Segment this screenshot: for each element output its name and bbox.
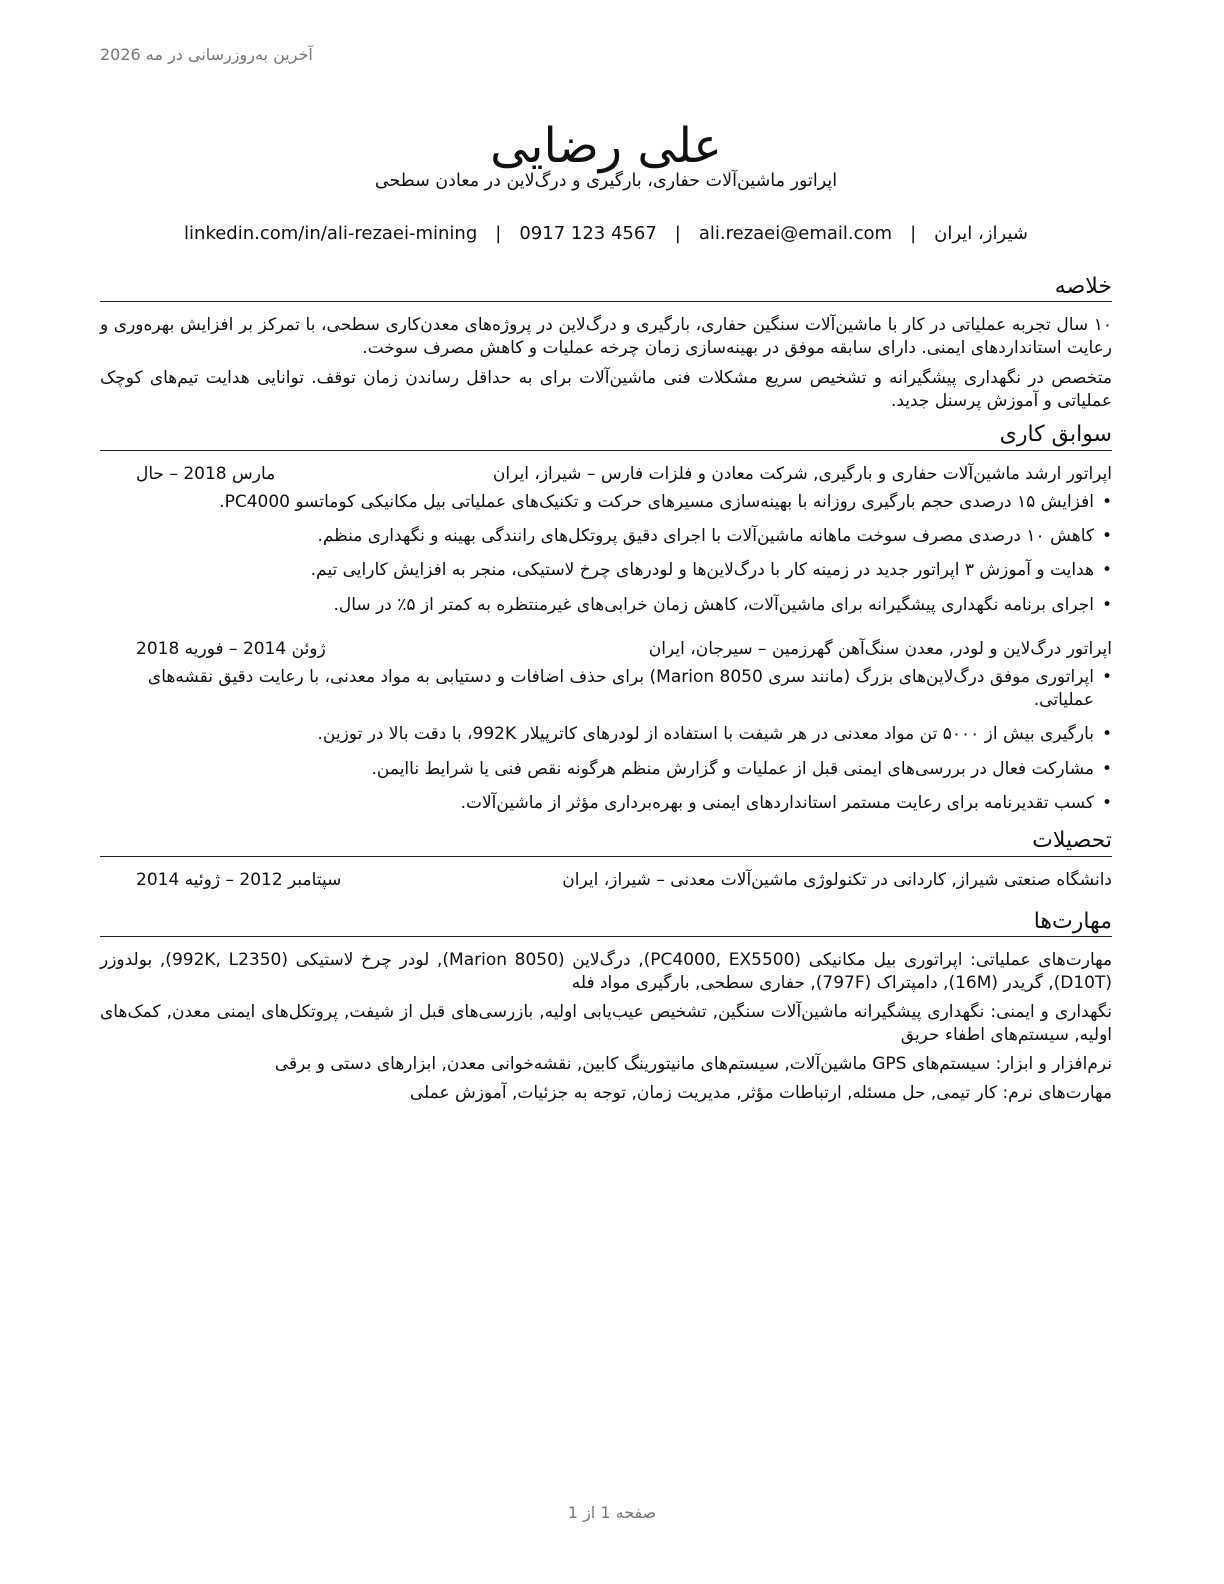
job-achievements xyxy=(100,666,1112,814)
job-role: اپراتور ارشد ماشین‌آلات حفاری و بارگیری, شرکت معادن و فلزات فارس – شیراز، ایران xyxy=(492,463,1112,484)
achievement-item: • مشارکت فعال در بررسی‌های ایمنی قبل از عملیات و گزارش منظم هرگونه نقص فنی یا شرایط ناایمن. xyxy=(100,758,1112,780)
skill-group: نرم‌افزار و ابزار: سیستم‌های GPS ماشین‌آلات, سیستم‌های مانیتورینگ کابین, نقشه‌خوانی معدن, ابزارهای دستی و برقی xyxy=(274,1054,1112,1074)
contact-linkedin[interactable]: linkedin.com/in/ali-rezaei-mining xyxy=(184,223,478,244)
summary-section xyxy=(100,274,1112,412)
resume-body xyxy=(100,274,1112,1112)
section-title-summary: خلاصه xyxy=(100,274,1112,302)
candidate-name: علی رضایی xyxy=(490,118,722,175)
job-entry xyxy=(100,638,1112,814)
skill-group: مهارت‌های عملیاتی: اپراتوری بیل مکانیکی (PC4000, EX5500), درگ‌لاین (Marion 8050), لودر چرخ لاستیکی (992K, L2350), بولدوزر (D10T), گریدر (16M), دامپتراک (797F), حفاری سطحی, بارگیری مواد فله xyxy=(100,950,1113,993)
section-title-experience: سوابق کاری xyxy=(100,422,1112,450)
resume-page xyxy=(100,0,1112,1584)
contact-phone[interactable]: 0917 123 4567 xyxy=(519,223,657,244)
achievement-item: • هدایت و آموزش ۳ اپراتور جدید در زمینه کار با درگ‌لاین‌ها و لودرهای چرخ لاستیکی، منجر به افزایش کارایی تیم. xyxy=(100,559,1112,581)
job-entry xyxy=(100,463,1112,617)
experience-section xyxy=(100,422,1112,814)
summary-paragraph: ۱۰ سال تجربه عملیاتی در کار با ماشین‌آلات سنگین حفاری، بارگیری و درگ‌لاین در پروژه‌های معدن‌کاری سطحی، با تمرکز بر افزایش بهره‌وری و رعایت استانداردهای ایمنی. دارای سابقه موفق در بهینه‌سازی زمان چرخه عملیات و کاهش مصرف سوخت. xyxy=(100,315,1112,358)
last-updated-note: آخرین به‌روزرسانی در مه 2026 xyxy=(100,45,313,64)
section-title-education: تحصیلات xyxy=(100,828,1112,856)
achievement-item: • اپراتوری موفق درگ‌لاین‌های بزرگ (مانند سری Marion 8050) برای حذف اضافات و دستیابی به مواد معدنی، با رعایت دقیق نقشه‌های عملیاتی. xyxy=(100,666,1112,711)
page-number: صفحه 1 از 1 xyxy=(567,1503,657,1522)
summary-paragraph: متخصص در نگهداری پیشگیرانه و تشخیص سریع مشکلات فنی ماشین‌آلات برای به حداقل رساندن زمان توقف. توانایی هدایت تیم‌های کوچک عملیاتی و آموزش پرسنل جدید. xyxy=(100,368,1112,411)
achievement-item: • کاهش ۱۰ درصدی مصرف سوخت ماهانه ماشین‌آلات با اجرای دقیق پروتکل‌های رانندگی بهینه و نگهداری منظم. xyxy=(100,525,1112,547)
contact-separator: | xyxy=(910,223,917,244)
job-role: اپراتور درگ‌لاین و لودر, معدن سنگ‌آهن گهرزمین – سیرجان، ایران xyxy=(648,639,1112,660)
achievement-item: • افزایش ۱۵ درصدی حجم بارگیری روزانه با بهینه‌سازی مسیرهای حرکت و تکنیک‌های عملیاتی بیل مکانیکی کوماتسو PC4000. xyxy=(100,491,1112,513)
contact-separator: | xyxy=(495,223,502,244)
skill-group: مهارت‌های نرم: کار تیمی, حل مسئله, ارتباطات مؤثر, مدیریت زمان, توجه به جزئیات, آموزش عملی xyxy=(409,1083,1112,1104)
job-header xyxy=(100,463,1112,487)
achievement-item: • اجرای برنامه نگهداری پیشگیرانه برای ماشین‌آلات، کاهش زمان خرابی‌های غیرمنتظره به کمتر از ۵٪ در سال. xyxy=(100,594,1112,616)
skill-group: نگهداری و ایمنی: نگهداری پیشگیرانه ماشین‌آلات سنگین, تشخیص عیب‌یابی اولیه, بازرسی‌های قبل از شیفت, پروتکل‌های ایمنی معدن, کمک‌های اولیه, سیستم‌های اطفاء حریق xyxy=(100,1002,1112,1045)
education-section xyxy=(100,828,1112,892)
skills-section xyxy=(100,909,1112,1105)
job-achievements xyxy=(100,491,1112,617)
job-dates: ژوئن 2014 – فوریه 2018 xyxy=(136,639,326,660)
contact-separator: | xyxy=(674,223,681,244)
education-entry xyxy=(100,869,1112,893)
achievement-item: • بارگیری بیش از ۵۰۰۰ تن مواد معدنی در هر شیفت با استفاده از لودرهای کاترپیلار 992K، با دقت بالا در توزین. xyxy=(100,723,1112,745)
achievement-item: • کسب تقدیرنامه برای رعایت مستمر استانداردهای ایمنی و بهره‌برداری مؤثر از ماشین‌آلات. xyxy=(100,792,1112,814)
contact-line xyxy=(100,222,1112,246)
job-dates: مارس 2018 – حال xyxy=(136,463,276,484)
contact-location: شیراز، ایران xyxy=(934,223,1028,244)
contact-email[interactable]: ali.rezaei@email.com xyxy=(698,223,893,244)
candidate-headline: اپراتور ماشین‌آلات حفاری، بارگیری و درگ‌لاین در معادن سطحی xyxy=(374,171,838,191)
job-header xyxy=(100,638,1112,662)
education-dates: سپتامبر 2012 – ژوئیه 2014 xyxy=(136,869,342,890)
section-title-skills: مهارت‌ها xyxy=(100,909,1112,937)
education-school: دانشگاه صنعتی شیراز, کاردانی در تکنولوژی ماشین‌آلات معدنی – شیراز، ایران xyxy=(562,869,1112,890)
